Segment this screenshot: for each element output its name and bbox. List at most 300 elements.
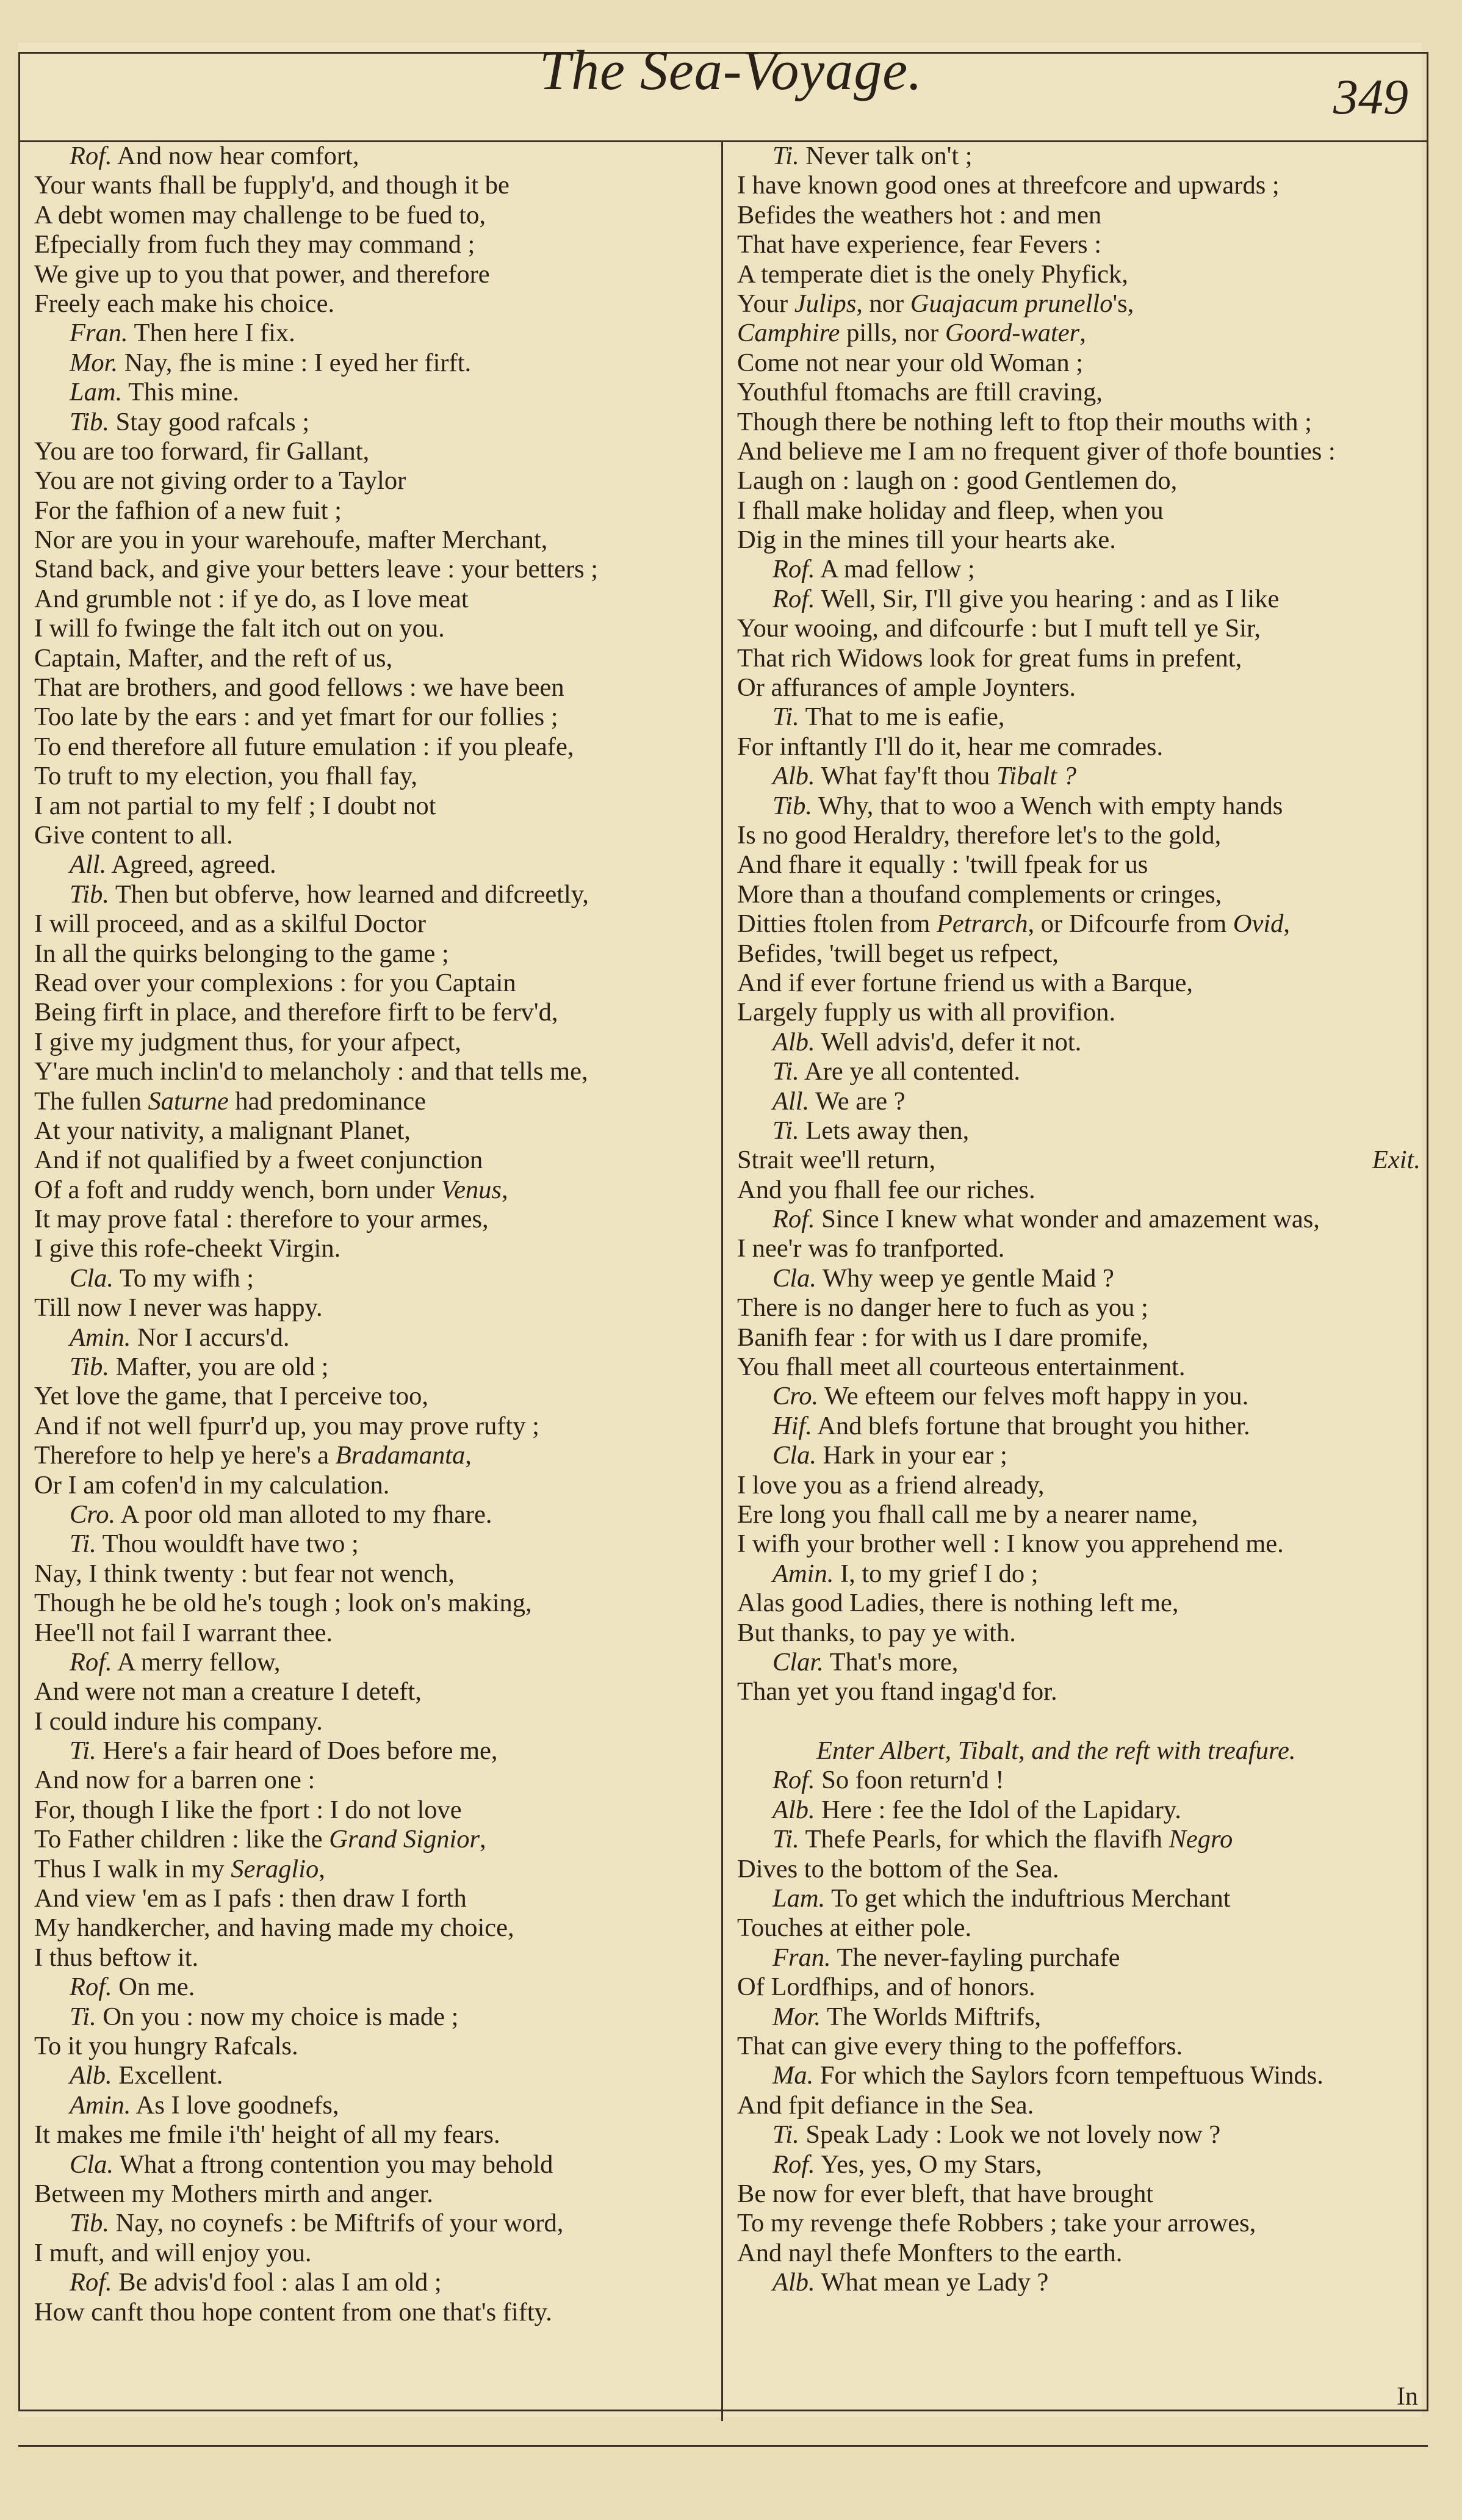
- line-text: And nayl thefe Monfters to the earth.: [737, 2238, 1123, 2267]
- verse-line: [34, 1943, 724, 1973]
- line-text: Read over your complexions : for you Captain: [34, 968, 516, 997]
- speaker-name: Fran.: [772, 1943, 831, 1972]
- line-text: For inftantly I'll do it, hear me comrades.: [737, 732, 1164, 761]
- footer-rule: [18, 2445, 1428, 2447]
- verse-line: [737, 1500, 1421, 1529]
- speaker-name: Tib.: [70, 879, 109, 909]
- verse-line: [34, 2298, 724, 2327]
- verse-line: [34, 585, 724, 614]
- speaker-name: Clar.: [772, 1647, 824, 1677]
- line-text: A merry fellow,: [117, 1647, 281, 1677]
- verse-line: [737, 1648, 1421, 1677]
- verse-line: [737, 2091, 1421, 2120]
- speaker-name: Ti.: [70, 1736, 96, 1766]
- line-text: , nor: [856, 289, 910, 318]
- verse-line: [34, 1589, 724, 1618]
- italic-name: Tibalt ?: [996, 762, 1076, 791]
- line-text: For which the Saylors fcorn tempeftuous Winds.: [819, 2061, 1323, 2090]
- line-text: ,: [480, 1825, 486, 1854]
- verse-line: [737, 850, 1421, 879]
- line-text: On me.: [118, 1973, 195, 2002]
- verse-line: [737, 1028, 1421, 1057]
- verse-line: [737, 1116, 1421, 1146]
- verse-line: [34, 1825, 724, 1854]
- speaker-name: Rof.: [772, 555, 815, 584]
- line-text: Than yet you ftand ingag'd for.: [737, 1677, 1057, 1706]
- speaker-name: Amin.: [772, 1559, 834, 1588]
- line-text: I give this rofe-cheekt Virgin.: [34, 1234, 341, 1263]
- line-text: I could indure his company.: [34, 1706, 323, 1736]
- line-text: The Worlds Miftrifs,: [826, 2002, 1042, 2031]
- verse-line: [737, 909, 1421, 939]
- verse-line: [34, 2268, 724, 2297]
- line-text: Though there be nothing left to ftop their mouths with ;: [737, 407, 1312, 436]
- speaker-name: Rof.: [772, 1766, 815, 1795]
- verse-line: [34, 260, 724, 289]
- line-text: And view 'em as I pafs : then draw I forth: [34, 1884, 467, 1913]
- verse-line: [737, 1412, 1421, 1441]
- speaker-name: Amin.: [70, 2090, 131, 2120]
- verse-line: [34, 1500, 724, 1529]
- verse-line: [34, 2032, 724, 2061]
- italic-name: Ovid: [1233, 909, 1284, 939]
- italic-name: Venus: [441, 1175, 502, 1204]
- right-column: [737, 142, 1421, 2298]
- line-text: ,: [501, 1175, 508, 1204]
- speaker-name: Rof.: [70, 1647, 112, 1677]
- verse-line: [34, 230, 724, 259]
- speaker-name: Tib.: [70, 2209, 109, 2238]
- speaker-name: Cro.: [772, 1382, 819, 1411]
- line-text: Your wooing, and difcourfe : but I muft tell ye Sir,: [737, 614, 1261, 643]
- line-text: And if ever fortune friend us with a Barque,: [737, 968, 1194, 997]
- verse-line: [34, 939, 724, 969]
- speaker-name: Hif.: [772, 1411, 812, 1440]
- line-text: That to me is eafie,: [805, 702, 1005, 732]
- line-text: The fullen: [34, 1086, 148, 1116]
- line-text: I will fo fwinge the falt itch out on you.: [34, 614, 445, 643]
- verse-line: [737, 969, 1421, 998]
- line-text: So foon return'd !: [821, 1766, 1004, 1795]
- exit-direction: Exit.: [1372, 1146, 1421, 1175]
- line-text: Lets away then,: [805, 1116, 970, 1145]
- stage-direction: Enter Albert, Tibalt, and the reft with treafure.: [816, 1736, 1296, 1766]
- speaker-name: Ti.: [772, 2120, 799, 2150]
- verse-line: [34, 702, 724, 732]
- italic-name: Seraglio: [231, 1854, 319, 1883]
- verse-line: [737, 1884, 1421, 1913]
- verse-line: [737, 525, 1421, 555]
- verse-line: [34, 1441, 724, 1470]
- verse-line: [34, 673, 724, 702]
- speaker-name: Amin.: [70, 1323, 131, 1352]
- speaker-name: Alb.: [772, 2268, 815, 2297]
- verse-line: [737, 1529, 1421, 1559]
- verse-line: [737, 1855, 1421, 1884]
- verse-line: [737, 2239, 1421, 2268]
- line-text: You fhall meet all courteous entertainment.: [737, 1352, 1186, 1382]
- italic-name: Goord-water: [945, 319, 1080, 348]
- speaker-name: Mor.: [772, 2002, 821, 2031]
- speaker-name: Cro.: [70, 1500, 116, 1529]
- line-text: Befides, 'twill beget us refpect,: [737, 939, 1059, 968]
- line-text: Mafter, you are old ;: [115, 1352, 329, 1382]
- line-text: Come not near your old Woman ;: [737, 348, 1084, 377]
- verse-line: [34, 821, 724, 850]
- verse-line: [34, 2061, 724, 2090]
- line-text: You are not giving order to a Taylor: [34, 466, 406, 496]
- line-text: I muft, and will enjoy you.: [34, 2238, 312, 2267]
- speaker-name: Alb.: [772, 762, 815, 791]
- verse-line: [737, 880, 1421, 909]
- line-text: Nay, fhe is mine : I eyed her firft.: [124, 348, 472, 377]
- line-text: And believe me I am no frequent giver of thofe bounties :: [737, 436, 1336, 466]
- line-text: A debt women may challenge to be fued to,: [34, 200, 486, 229]
- verse-line: [34, 437, 724, 466]
- line-text: ,: [465, 1441, 472, 1470]
- line-text: As I love goodnefs,: [135, 2090, 339, 2120]
- italic-name: Saturne: [148, 1086, 229, 1116]
- line-text: I give my judgment thus, for your afpect,: [34, 1027, 461, 1056]
- verse-line: [34, 792, 724, 821]
- line-text: I thus beftow it.: [34, 1943, 199, 1972]
- line-text: Dives to the bottom of the Sea.: [737, 1854, 1059, 1883]
- line-text: What a ftrong contention you may behold: [119, 2150, 553, 2179]
- verse-line: [737, 1293, 1421, 1323]
- line-text: We efteem our felves moft happy in you.: [824, 1382, 1249, 1411]
- line-text: Here's a fair heard of Does before me,: [103, 1736, 498, 1766]
- verse-line: [34, 969, 724, 998]
- verse-line: [34, 998, 724, 1027]
- italic-name: Bradamanta: [335, 1441, 466, 1470]
- line-text: That's more,: [829, 1647, 959, 1677]
- speaker-name: Fran.: [70, 319, 128, 348]
- verse-line: [737, 1205, 1421, 1234]
- verse-line: [34, 2002, 724, 2032]
- verse-line: [737, 673, 1421, 702]
- line-text: Too late by the ears : and yet fmart for our follies ;: [34, 702, 558, 732]
- line-text: And grumble not : if ye do, as I love meat: [34, 584, 469, 613]
- verse-line: [737, 998, 1421, 1027]
- line-text: But thanks, to pay ye with.: [737, 1618, 1016, 1647]
- speaker-name: Alb.: [70, 2061, 112, 2090]
- italic-name: Julips: [794, 289, 857, 318]
- verse-line: [34, 880, 724, 909]
- line-text: We give up to you that power, and therefore: [34, 259, 490, 289]
- verse-line: [737, 319, 1421, 348]
- verse-line: [34, 555, 724, 584]
- verse-line: [34, 171, 724, 200]
- line-text: Nay, I think twenty : but fear not wench,: [34, 1559, 455, 1588]
- line-text: pills, nor: [840, 319, 945, 348]
- line-text: Nay, no coynefs : be Miftrifs of your word,: [115, 2209, 564, 2238]
- line-text: Give content to all.: [34, 820, 233, 850]
- line-text: I love you as a friend already,: [737, 1470, 1045, 1500]
- line-text: ,: [319, 1854, 325, 1883]
- verse-line: [737, 614, 1421, 643]
- line-text: Your: [737, 289, 794, 318]
- verse-line: [737, 732, 1421, 762]
- verse-line: [737, 2120, 1421, 2150]
- verse-line: [34, 1412, 724, 1441]
- line-text: The never-fayling purchafe: [837, 1943, 1120, 1972]
- verse-line: [34, 2209, 724, 2238]
- speaker-name: Ti.: [772, 1116, 799, 1145]
- line-text: Ere long you fhall call me by a nearer name,: [737, 1500, 1198, 1529]
- verse-line: [737, 2209, 1421, 2238]
- speaker-name: Ti.: [772, 1057, 799, 1086]
- verse-line: [737, 1264, 1421, 1293]
- verse-line: [34, 466, 724, 496]
- speaker-name: Ti.: [70, 2002, 96, 2031]
- verse-line: [737, 585, 1421, 614]
- line-text: For the fafhion of a new fuit ;: [34, 496, 342, 525]
- line-text: That can give every thing to the poffeffors.: [737, 2032, 1183, 2060]
- speaker-name: Tib.: [70, 1352, 109, 1382]
- verse-line: [737, 437, 1421, 466]
- line-text: And now hear comfort,: [117, 142, 359, 170]
- line-text: Hark in your ear ;: [823, 1441, 1007, 1470]
- line-text: To my wifh ;: [119, 1263, 254, 1293]
- verse-line: [34, 201, 724, 230]
- line-text: Stand back, and give your betters leave : your betters ;: [34, 555, 599, 584]
- verse-line: [34, 1736, 724, 1766]
- verse-line: [737, 1796, 1421, 1825]
- line-text: At your nativity, a malignant Planet,: [34, 1116, 411, 1145]
- verse-line: [737, 1323, 1421, 1352]
- verse-line: [34, 1855, 724, 1884]
- speaker-name: Alb.: [772, 1027, 815, 1056]
- line-text: To Father children : like the: [34, 1825, 329, 1854]
- line-text: I am not partial to my felf ; I doubt not: [34, 791, 436, 820]
- line-text: Captain, Mafter, and the reft of us,: [34, 643, 393, 673]
- verse-line: [737, 1559, 1421, 1589]
- line-text: Of Lordfhips, and of honors.: [737, 1973, 1035, 2002]
- line-text: And fhare it equally : 'twill fpeak for us: [737, 850, 1148, 879]
- speaker-name: Rof.: [70, 1973, 112, 2002]
- line-text: And fpit defiance in the Sea.: [737, 2090, 1034, 2120]
- line-text: Largely fupply us with all provifion.: [737, 998, 1116, 1027]
- speaker-name: Ma.: [772, 2061, 814, 2090]
- line-text: Thus I walk in my: [34, 1854, 231, 1883]
- verse-line: [737, 1619, 1421, 1648]
- speaker-name: Cla.: [70, 1263, 114, 1293]
- line-text: For, though I like the fport : I do not love: [34, 1795, 462, 1824]
- italic-name: Petrarch: [936, 909, 1028, 939]
- verse-line: [34, 378, 724, 407]
- speaker-name: Lam.: [772, 1884, 826, 1913]
- speaker-name: Ti.: [70, 1529, 96, 1559]
- line-text: I have known good ones at threefcore and upwards ;: [737, 171, 1280, 200]
- verse-line: [737, 1943, 1421, 1973]
- verse-line: [34, 1766, 724, 1795]
- verse-line: [34, 1264, 724, 1293]
- line-text: Dig in the mines till your hearts ake.: [737, 525, 1116, 555]
- speaker-name: Tib.: [70, 407, 109, 436]
- verse-line: [737, 939, 1421, 969]
- line-text: Thou wouldft have two ;: [102, 1529, 359, 1559]
- line-text: In all the quirks belonging to the game ;: [34, 939, 449, 968]
- line-text: My handkercher, and having made my choice,: [34, 1913, 514, 1943]
- verse-line: [34, 1234, 724, 1263]
- line-text: That rich Widows look for great fums in prefent,: [737, 643, 1242, 673]
- speaker-name: Rof.: [772, 1205, 815, 1234]
- line-text: How canft thou hope content from one that's fifty.: [34, 2297, 552, 2327]
- verse-line: [34, 614, 724, 643]
- line-text: There is no danger here to fuch as you ;: [737, 1293, 1148, 1323]
- line-text: Being firft in place, and therefore firft to be ferv'd,: [34, 998, 558, 1027]
- verse-line: [34, 1973, 724, 2002]
- line-text: We are ?: [815, 1086, 906, 1116]
- line-text: Why weep ye gentle Maid ?: [822, 1263, 1114, 1293]
- verse-line: [34, 1028, 724, 1057]
- verse-line: [737, 1146, 1421, 1175]
- verse-line: [34, 1471, 724, 1500]
- line-text: I will proceed, and as a skilful Doctor: [34, 909, 427, 939]
- line-text: had predominance: [228, 1086, 427, 1116]
- line-text: You are too forward, fir Gallant,: [34, 436, 370, 466]
- line-text: More than a thoufand complements or cringes,: [737, 879, 1222, 909]
- verse-line: [737, 201, 1421, 230]
- verse-line: [737, 2150, 1421, 2179]
- speaker-name: Cla.: [772, 1263, 817, 1293]
- line-text: And were not man a creature I deteft,: [34, 1677, 422, 1706]
- line-text: I nee'r was fo tranfported.: [737, 1234, 1005, 1263]
- verse-line: [34, 2120, 724, 2150]
- verse-line: [737, 2002, 1421, 2032]
- line-text: Why, that to woo a Wench with empty hands: [818, 791, 1283, 820]
- verse-line: [34, 2179, 724, 2209]
- line-text: Nor are you in your warehoufe, mafter Merchant,: [34, 525, 548, 555]
- speaker-name: Rof.: [70, 142, 112, 170]
- verse-line: [34, 1382, 724, 1411]
- line-text: Well, Sir, I'll give you hearing : and as I like: [821, 584, 1280, 613]
- line-text: Then but obferve, how learned and difcreetly,: [115, 879, 589, 909]
- verse-line: [34, 1205, 724, 1234]
- line-text: To end therefore all future emulation : if you pleafe,: [34, 732, 574, 761]
- left-column: [34, 142, 724, 2327]
- speaker-name: Lam.: [70, 378, 123, 407]
- speaker-name: Alb.: [772, 1795, 815, 1824]
- line-text: What mean ye Lady ?: [821, 2268, 1049, 2297]
- line-text: Touches at either pole.: [737, 1913, 972, 1943]
- line-text: Strait wee'll return,: [737, 1146, 936, 1175]
- verse-line: [737, 1973, 1421, 2002]
- verse-line: [737, 1471, 1421, 1500]
- verse-line: [34, 1146, 724, 1175]
- verse-line: [737, 2061, 1421, 2090]
- line-text: It makes me fmile i'th' height of all my fears.: [34, 2120, 500, 2150]
- line-text: Your wants fhall be fupply'd, and though it be: [34, 171, 510, 200]
- line-text: Hee'll not fail I warrant thee.: [34, 1618, 333, 1647]
- verse-line: [737, 2032, 1421, 2061]
- line-text: ,: [1283, 909, 1291, 939]
- verse-line: [34, 1057, 724, 1086]
- verse-line: [34, 408, 724, 437]
- italic-name: Grand Signior: [329, 1825, 480, 1854]
- italic-name: Camphire: [737, 319, 840, 348]
- verse-line: [34, 1677, 724, 1706]
- verse-line: [34, 732, 724, 762]
- verse-line: [737, 1175, 1421, 1205]
- verse-line: [34, 1352, 724, 1382]
- verse-line: [737, 348, 1421, 378]
- verse-line: [737, 171, 1421, 200]
- line-text: And if not well fpurr'd up, you may prove rufty ;: [34, 1411, 539, 1440]
- speaker-name: All.: [70, 850, 107, 879]
- page-number: 349: [1333, 69, 1408, 125]
- line-text: Youthful ftomachs are ftill craving,: [737, 378, 1103, 407]
- verse-line: [737, 1382, 1421, 1411]
- verse-line: [737, 1352, 1421, 1382]
- line-text: And blefs fortune that brought you hither.: [817, 1411, 1250, 1440]
- line-text: Stay good rafcals ;: [115, 407, 310, 436]
- line-text: Excellent.: [118, 2061, 223, 2090]
- line-text: Or affurances of ample Joynters.: [737, 673, 1076, 702]
- line-text: To it you hungry Rafcals.: [34, 2032, 298, 2060]
- verse-line: [34, 1707, 724, 1736]
- speaker-name: Rof.: [772, 2150, 815, 2179]
- line-text: What fay'ft thou: [821, 762, 996, 791]
- line-text: Agreed, agreed.: [111, 850, 276, 879]
- verse-line: [737, 762, 1421, 791]
- verse-line: [34, 289, 724, 319]
- verse-line: [34, 1619, 724, 1648]
- verse-line: [737, 555, 1421, 584]
- verse-line: [34, 2091, 724, 2120]
- line-text: Be advis'd fool : alas I am old ;: [118, 2268, 442, 2297]
- line-text: A poor old man alloted to my fhare.: [120, 1500, 492, 1529]
- line-text: It may prove fatal : therefore to your armes,: [34, 1205, 489, 1234]
- verse-line: [34, 1913, 724, 1943]
- verse-line: [737, 496, 1421, 525]
- verse-line: [737, 1766, 1421, 1795]
- verse-line: [737, 289, 1421, 319]
- line-text: Speak Lady : Look we not lovely now ?: [805, 2120, 1221, 2150]
- verse-line: [34, 142, 724, 171]
- line-text: Y'are much inclin'd to melancholy : and that tells me,: [34, 1057, 588, 1086]
- verse-line: [34, 1323, 724, 1352]
- line-text: Well advis'd, defer it not.: [821, 1027, 1082, 1056]
- speaker-name: Ti.: [772, 142, 799, 170]
- line-text: A mad fellow ;: [819, 555, 975, 584]
- speaker-name: Rof.: [70, 2268, 112, 2297]
- verse-line: [34, 909, 724, 939]
- line-text: Yes, yes, O my Stars,: [820, 2150, 1042, 2179]
- speaker-name: Rof.: [772, 584, 815, 613]
- verse-line: [737, 1087, 1421, 1116]
- line-text: And you fhall fee our riches.: [737, 1175, 1035, 1204]
- verse-line: [737, 260, 1421, 289]
- line-text: Is no good Heraldry, therefore let's to the gold,: [737, 820, 1222, 850]
- verse-line: [34, 496, 724, 525]
- line-text: Freely each make his choice.: [34, 289, 335, 318]
- line-text: Never talk on't ;: [805, 142, 973, 170]
- verse-line: [737, 821, 1421, 850]
- verse-line: [737, 1825, 1421, 1854]
- verse-line: [34, 319, 724, 348]
- verse-line: [737, 1441, 1421, 1470]
- line-text: I wifh your brother well : I know you apprehend me.: [737, 1529, 1284, 1559]
- line-text: I fhall make holiday and fleep, when you: [737, 496, 1164, 525]
- verse-line: [34, 1529, 724, 1559]
- line-text: Therefore to help ye here's a: [34, 1441, 336, 1470]
- line-text: And if not qualified by a fweet conjunction: [34, 1146, 483, 1175]
- line-text: A temperate diet is the onely Phyfick,: [737, 259, 1128, 289]
- verse-line: [737, 2179, 1421, 2209]
- verse-line: [34, 525, 724, 555]
- line-text: Are ye all contented.: [804, 1057, 1021, 1086]
